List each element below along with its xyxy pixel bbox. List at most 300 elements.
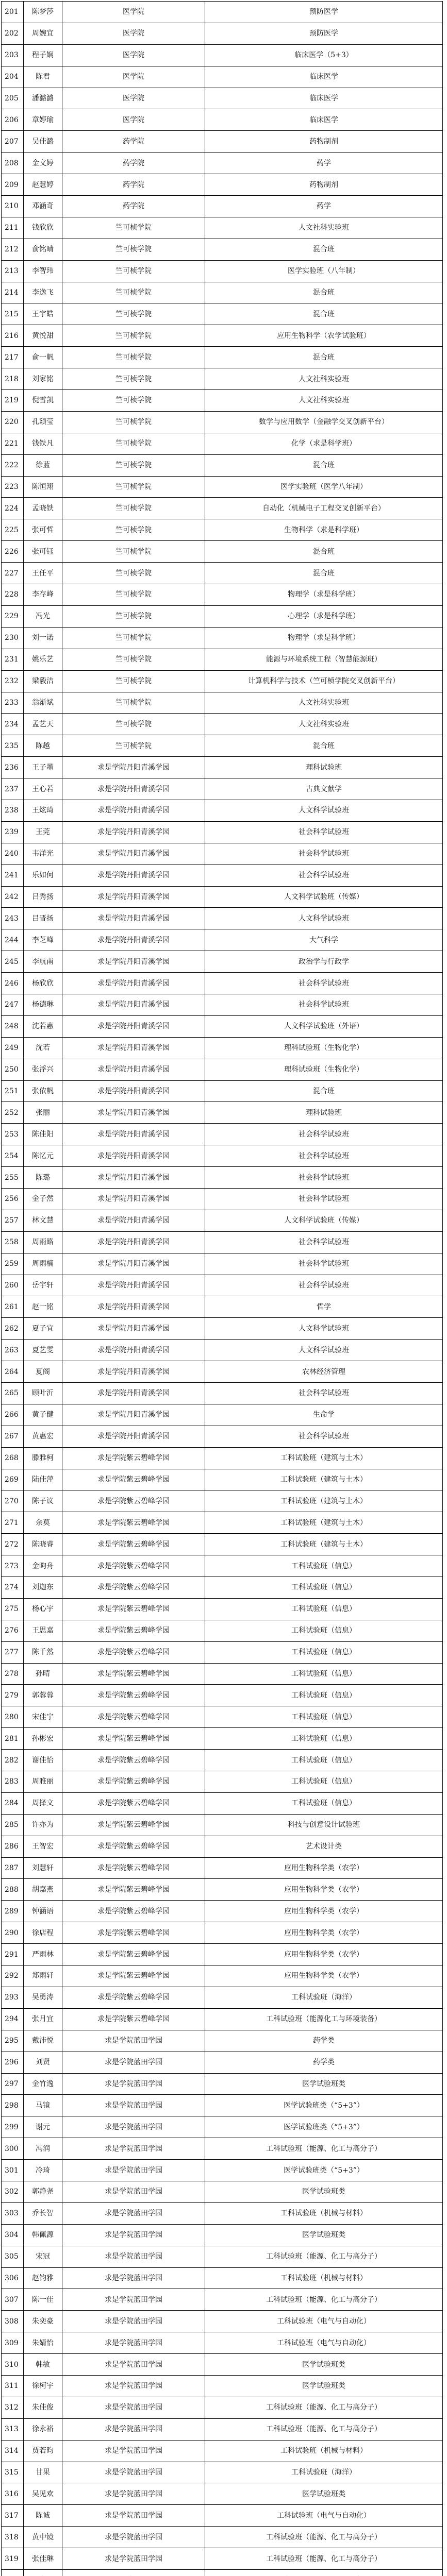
college-name: 求是学院紫云碧峰学园 xyxy=(62,1836,205,1857)
college-name: 求是学院丹阳青溪学园 xyxy=(62,1231,205,1253)
college-name: 求是学院蓝田学园 xyxy=(62,2052,205,2073)
table-row xyxy=(2,519,443,541)
row-number: 209 xyxy=(2,174,24,196)
college-name: 竺可桢学院 xyxy=(62,476,205,498)
table-row xyxy=(2,1512,443,1534)
student-name: 张依帆 xyxy=(24,1080,62,1102)
table-row xyxy=(2,1210,443,1231)
college-name: 竺可桢学院 xyxy=(62,239,205,260)
college-name: 求是学院丹阳青溪学园 xyxy=(62,929,205,951)
table-row xyxy=(2,2548,443,2570)
table-row xyxy=(2,821,443,843)
major-name: 社会科学试验班 xyxy=(205,1188,443,1210)
table-row xyxy=(2,778,443,800)
student-name: 冯光 xyxy=(24,605,62,627)
major-name: 社会科学试验班 xyxy=(205,1231,443,1253)
college-name: 求是学院蓝田学园 xyxy=(62,2332,205,2354)
table-row xyxy=(2,390,443,412)
student-name: 夏阁 xyxy=(24,1361,62,1383)
table-row xyxy=(2,239,443,260)
student-name: 黄悦甜 xyxy=(24,325,62,347)
table-row xyxy=(2,174,443,196)
major-name: 临床医学（5+3） xyxy=(205,44,443,66)
college-name: 求是学院丹阳青溪学园 xyxy=(62,1167,205,1189)
table-row xyxy=(2,1253,443,1275)
row-number: 271 xyxy=(2,1512,24,1534)
major-name: 社会科学试验班 xyxy=(205,1167,443,1189)
row-number: 264 xyxy=(2,1361,24,1383)
college-name: 竺可桢学院 xyxy=(62,347,205,368)
college-name: 求是学院蓝田学园 xyxy=(62,2397,205,2418)
row-number: 273 xyxy=(2,1555,24,1577)
row-number: 210 xyxy=(2,196,24,217)
college-name: 竺可桢学院 xyxy=(62,584,205,606)
table-row xyxy=(2,1771,443,1793)
college-name: 求是学院紫云碧峰学园 xyxy=(62,1447,205,1469)
college-name: 求是学院蓝田学园 xyxy=(62,2181,205,2202)
major-name: 医学试验班类 xyxy=(205,2181,443,2202)
student-name: 徐柯宇 xyxy=(24,2375,62,2397)
major-name: 工科试验班（能源、化工与高分子） xyxy=(205,2138,443,2160)
college-name: 求是学院丹阳青溪学园 xyxy=(62,1383,205,1404)
student-name: 张可钰 xyxy=(24,541,62,563)
major-name: 医学试验班类 xyxy=(205,2224,443,2246)
table-row xyxy=(2,411,443,433)
college-name: 求是学院丹阳青溪学园 xyxy=(62,951,205,973)
college-name: 求是学院丹阳青溪学园 xyxy=(62,908,205,929)
college-name: 求是学院丹阳青溪学园 xyxy=(62,778,205,800)
row-number: 246 xyxy=(2,973,24,994)
major-name: 工科试验班（建筑与土木） xyxy=(205,1534,443,1555)
student-name: 吕晋扬 xyxy=(24,908,62,929)
student-name: 王心若 xyxy=(24,778,62,800)
row-number: 248 xyxy=(2,1015,24,1037)
college-name: 求是学院蓝田学园 xyxy=(62,2030,205,2052)
college-name: 竺可桢学院 xyxy=(62,735,205,757)
table-row xyxy=(2,2202,443,2224)
major-name: 人文科学试验班 xyxy=(205,1340,443,1361)
college-name: 竺可桢学院 xyxy=(62,605,205,627)
major-name: 工科试验班（机械与材料） xyxy=(205,2440,443,2462)
table-row xyxy=(2,1922,443,1944)
table-row xyxy=(2,2375,443,2397)
table-row xyxy=(2,23,443,44)
major-name: 药物制剂 xyxy=(205,174,443,196)
college-name: 求是学院紫云碧峰学园 xyxy=(62,1922,205,1944)
college-name: 求是学院丹阳青溪学园 xyxy=(62,1037,205,1059)
table-row xyxy=(2,2052,443,2073)
table-row xyxy=(2,1318,443,1340)
major-name: 医学试验班类 xyxy=(205,2483,443,2505)
major-name: 社会科学试验班 xyxy=(205,973,443,994)
major-name: 药学 xyxy=(205,152,443,174)
major-name: 理科试验班 xyxy=(205,757,443,778)
major-name: 工科试验班（能源、化工与高分子） xyxy=(205,2548,443,2570)
row-number: 314 xyxy=(2,2440,24,2462)
row-number: 287 xyxy=(2,1857,24,1879)
major-name: 混合班 xyxy=(205,541,443,563)
student-name: 顾叶沂 xyxy=(24,1383,62,1404)
row-number: 224 xyxy=(2,498,24,519)
table-row xyxy=(2,88,443,109)
major-name: 工科试验班（海洋） xyxy=(205,2462,443,2483)
student-name: 孔颖莹 xyxy=(24,411,62,433)
row-number: 293 xyxy=(2,1987,24,2008)
major-name: 社会科学试验班 xyxy=(205,1145,443,1167)
row-number: 318 xyxy=(2,2527,24,2548)
student-name: 钟涵语 xyxy=(24,1901,62,1922)
college-name: 医学院 xyxy=(62,109,205,131)
table-row xyxy=(2,1361,443,1383)
major-name: 社会科学试验班 xyxy=(205,865,443,886)
row-number: 267 xyxy=(2,1426,24,1447)
college-name: 求是学院紫云碧峰学园 xyxy=(62,1512,205,1534)
college-name: 医学院 xyxy=(62,44,205,66)
table-row xyxy=(2,843,443,865)
student-name: 王宇皓 xyxy=(24,303,62,325)
college-name: 求是学院丹阳青溪学园 xyxy=(62,994,205,1015)
student-name: 乐如何 xyxy=(24,865,62,886)
row-number: 274 xyxy=(2,1577,24,1599)
college-name: 竺可桢学院 xyxy=(62,260,205,282)
row-number: 315 xyxy=(2,2462,24,2483)
row-number: 232 xyxy=(2,670,24,692)
college-name: 求是学院紫云碧峰学园 xyxy=(62,1469,205,1490)
major-name: 人文社科实验班 xyxy=(205,368,443,390)
table-row xyxy=(2,1555,443,1577)
student-name: 章婷瑜 xyxy=(24,109,62,131)
major-name: 混合班 xyxy=(205,282,443,303)
college-name: 求是学院蓝田学园 xyxy=(62,2073,205,2095)
student-name: 俞铭晴 xyxy=(24,239,62,260)
row-number: 218 xyxy=(2,368,24,390)
college-name: 求是学院丹阳青溪学园 xyxy=(62,843,205,865)
row-number: 294 xyxy=(2,2008,24,2030)
major-name: 人文科学试验班 xyxy=(205,800,443,821)
row-number: 206 xyxy=(2,109,24,131)
table-row xyxy=(2,1080,443,1102)
student-name: 周择文 xyxy=(24,1792,62,1814)
student-name: 陈诚 xyxy=(24,2505,62,2527)
row-number: 295 xyxy=(2,2030,24,2052)
row-number: 299 xyxy=(2,2116,24,2138)
major-name: 应用生物科学类（农学） xyxy=(205,1922,443,1944)
college-name: 竺可桢学院 xyxy=(62,411,205,433)
major-name: 物理学（求是科学班） xyxy=(205,584,443,606)
college-name: 求是学院丹阳青溪学园 xyxy=(62,800,205,821)
student-name: 胡嘉燕 xyxy=(24,1879,62,1901)
table-row xyxy=(2,2569,443,2576)
student-name: 沈若惠 xyxy=(24,1015,62,1037)
student-name: 宋冠 xyxy=(24,2246,62,2267)
row-number: 256 xyxy=(2,1188,24,1210)
table-row xyxy=(2,1685,443,1706)
student-name: 余莫 xyxy=(24,1512,62,1534)
row-number: 313 xyxy=(2,2418,24,2440)
student-name: 孟艺天 xyxy=(24,714,62,735)
table-row xyxy=(2,2181,443,2202)
college-name: 药学院 xyxy=(62,174,205,196)
row-number: 215 xyxy=(2,303,24,325)
student-name: 宋佳宁 xyxy=(24,1706,62,1728)
college-name: 求是学院丹阳青溪学园 xyxy=(62,1015,205,1037)
table-row xyxy=(2,1469,443,1490)
student-name: 陈璐 xyxy=(24,1167,62,1189)
row-number: 272 xyxy=(2,1534,24,1555)
student-name: 张月宜 xyxy=(24,2008,62,2030)
student-name: 张佳琳 xyxy=(24,2548,62,2570)
table-row xyxy=(2,66,443,88)
major-name: 理科试验班（生物化学） xyxy=(205,1037,443,1059)
row-number: 312 xyxy=(2,2397,24,2418)
row-number: 238 xyxy=(2,800,24,821)
college-name: 求是学院紫云碧峰学园 xyxy=(62,1490,205,1512)
college-name: 求是学院紫云碧峰学园 xyxy=(62,1857,205,1879)
row-number: 208 xyxy=(2,152,24,174)
table-row xyxy=(2,1857,443,1879)
table-row xyxy=(2,476,443,498)
table-row xyxy=(2,1728,443,1750)
table-row xyxy=(2,1426,443,1447)
student-name: 陈忆元 xyxy=(24,1145,62,1167)
major-name: 理科试验班（生物化学） xyxy=(205,1059,443,1080)
student-name: 朱奕豪 xyxy=(24,2311,62,2332)
row-number: 236 xyxy=(2,757,24,778)
student-name: 周婉宜 xyxy=(24,23,62,44)
row-number: 251 xyxy=(2,1080,24,1102)
college-name: 求是学院蓝田学园 xyxy=(62,2289,205,2311)
student-name: 岳宇轩 xyxy=(24,1275,62,1296)
college-name: 求是学院丹阳青溪学园 xyxy=(62,1253,205,1275)
college-name: 求是学院丹阳青溪学园 xyxy=(62,1210,205,1231)
major-name: 生物科学（求是科学班） xyxy=(205,519,443,541)
major-name: 工科试验班（信息） xyxy=(205,1750,443,1771)
table-row xyxy=(2,929,443,951)
major-name: 理科试验班 xyxy=(205,1102,443,1124)
college-name: 药学院 xyxy=(62,196,205,217)
college-name: 求是学院紫云碧峰学园 xyxy=(62,1685,205,1706)
table-row xyxy=(2,1145,443,1167)
major-name: 工科试验班（海洋） xyxy=(205,1987,443,2008)
college-name: 竺可桢学院 xyxy=(62,519,205,541)
student-name: 李存峰 xyxy=(24,584,62,606)
table-row xyxy=(2,886,443,908)
table-row xyxy=(2,1231,443,1253)
major-name: 人文科学试验班 xyxy=(205,908,443,929)
student-name: 吴见欢 xyxy=(24,2483,62,2505)
table-row xyxy=(2,1167,443,1189)
major-name: 工科试验班（建筑与土木） xyxy=(205,1447,443,1469)
row-number: 317 xyxy=(2,2505,24,2527)
row-number: 310 xyxy=(2,2354,24,2376)
table-row xyxy=(2,2483,443,2505)
table-row xyxy=(2,131,443,152)
student-name: 俞一帆 xyxy=(24,347,62,368)
college-name: 求是学院紫云碧峰学园 xyxy=(62,1620,205,1641)
table-row xyxy=(2,2246,443,2267)
college-name xyxy=(62,2569,205,2576)
major-name: 工科试验班（能源、化工与高分子） xyxy=(205,2397,443,2418)
student-name: 张丽 xyxy=(24,1102,62,1124)
college-name: 求是学院蓝田学园 xyxy=(62,2527,205,2548)
student-name: 吴勇涛 xyxy=(24,1987,62,2008)
table-row xyxy=(2,1124,443,1145)
major-name: 工科试验班（建筑与土木） xyxy=(205,1469,443,1490)
major-name: 化学（求是科学班） xyxy=(205,433,443,454)
college-name: 竺可桢学院 xyxy=(62,649,205,670)
row-number: 300 xyxy=(2,2138,24,2160)
student-name: 徐蓝 xyxy=(24,454,62,476)
table-row xyxy=(2,217,443,239)
table-row xyxy=(2,584,443,606)
table-row xyxy=(2,282,443,303)
major-name: 工科试验班（电气与自动化） xyxy=(205,2332,443,2354)
row-number: 268 xyxy=(2,1447,24,1469)
student-name: 贾若昀 xyxy=(24,2440,62,2462)
student-name: 乔长智 xyxy=(24,2202,62,2224)
student-name: 黄惠宏 xyxy=(24,1426,62,1447)
student-name: 赵钧雅 xyxy=(24,2267,62,2289)
student-name: 冷琦 xyxy=(24,2160,62,2181)
table-row xyxy=(2,563,443,584)
student-name: 张浮兴 xyxy=(24,1059,62,1080)
table-row xyxy=(2,1814,443,1836)
row-number: 263 xyxy=(2,1340,24,1361)
row-number: 281 xyxy=(2,1728,24,1750)
college-name: 求是学院丹阳青溪学园 xyxy=(62,1340,205,1361)
college-name: 竺可桢学院 xyxy=(62,563,205,584)
table-row xyxy=(2,541,443,563)
row-number: 302 xyxy=(2,2181,24,2202)
row-number: 250 xyxy=(2,1059,24,1080)
row-number: 221 xyxy=(2,433,24,454)
row-number: 261 xyxy=(2,1296,24,1318)
table-row xyxy=(2,368,443,390)
row-number: 303 xyxy=(2,2202,24,2224)
college-name: 药学院 xyxy=(62,152,205,174)
student-name: 周雨楠 xyxy=(24,1253,62,1275)
table-row xyxy=(2,2440,443,2462)
student-name: 夏艺雯 xyxy=(24,1340,62,1361)
student-name: 邓涵奇 xyxy=(24,196,62,217)
row-number: 240 xyxy=(2,843,24,865)
student-name: 王任平 xyxy=(24,563,62,584)
table-row xyxy=(2,1188,443,1210)
row-number: 203 xyxy=(2,44,24,66)
college-name: 求是学院丹阳青溪学园 xyxy=(62,1426,205,1447)
college-name: 求是学院紫云碧峰学园 xyxy=(62,1750,205,1771)
table-row xyxy=(2,2354,443,2376)
student-name: 李智玮 xyxy=(24,260,62,282)
major-name: 医学实验班（医学八年制） xyxy=(205,476,443,498)
table-row xyxy=(2,865,443,886)
college-name: 药学院 xyxy=(62,131,205,152)
major-name: 混合班 xyxy=(205,347,443,368)
student-name: 陈佳阳 xyxy=(24,1124,62,1145)
table-row xyxy=(2,1534,443,1555)
college-name: 求是学院丹阳青溪学园 xyxy=(62,886,205,908)
row-number: 297 xyxy=(2,2073,24,2095)
major-name: 混合班 xyxy=(205,563,443,584)
table-row xyxy=(2,692,443,714)
row-number: 228 xyxy=(2,584,24,606)
student-name: 甘果 xyxy=(24,2462,62,2483)
college-name: 求是学院蓝田学园 xyxy=(62,2160,205,2181)
table-row xyxy=(2,2224,443,2246)
row-number: 305 xyxy=(2,2246,24,2267)
major-name: 生命学 xyxy=(205,1404,443,1426)
table-row xyxy=(2,2505,443,2527)
row-number: 258 xyxy=(2,1231,24,1253)
row-number: 245 xyxy=(2,951,24,973)
row-number: 239 xyxy=(2,821,24,843)
major-name: 人文社科实验班 xyxy=(205,390,443,412)
table-row xyxy=(2,2095,443,2116)
row-number: 204 xyxy=(2,66,24,88)
major-name: 人文科学试验班 xyxy=(205,1318,443,1340)
row-number: 227 xyxy=(2,563,24,584)
major-name: 政治学与行政学 xyxy=(205,951,443,973)
major-name: 工科试验班（信息） xyxy=(205,1641,443,1663)
row-number: 319 xyxy=(2,2548,24,2570)
student-name: 吴佳潞 xyxy=(24,131,62,152)
college-name: 医学院 xyxy=(62,66,205,88)
student-name: 韩敏 xyxy=(24,2354,62,2376)
college-name: 求是学院蓝田学园 xyxy=(62,2202,205,2224)
student-name: 刘贤 xyxy=(24,2052,62,2073)
table-row xyxy=(2,152,443,174)
student-name: 周雅丽 xyxy=(24,1771,62,1793)
student-name: 林文慧 xyxy=(24,1210,62,1231)
row-number: 306 xyxy=(2,2267,24,2289)
college-name: 求是学院紫云碧峰学园 xyxy=(62,1534,205,1555)
table-row xyxy=(2,1879,443,1901)
table-row xyxy=(2,2397,443,2418)
table-row xyxy=(2,2073,443,2095)
major-name: 科技与创意设计试验班 xyxy=(205,1814,443,1836)
table-row xyxy=(2,973,443,994)
table-row xyxy=(2,2160,443,2181)
college-name: 求是学院蓝田学园 xyxy=(62,2375,205,2397)
college-name: 求是学院丹阳青溪学园 xyxy=(62,973,205,994)
row-number: 286 xyxy=(2,1836,24,1857)
row-number: 257 xyxy=(2,1210,24,1231)
row-number: 283 xyxy=(2,1771,24,1793)
major-name: 自动化（机械电子工程交叉创新平台） xyxy=(205,498,443,519)
major-name: 工科试验班（电气与自动化） xyxy=(205,2311,443,2332)
college-name: 求是学院丹阳青溪学园 xyxy=(62,1145,205,1167)
college-name: 求是学院紫云碧峰学园 xyxy=(62,1706,205,1728)
college-name: 求是学院紫云碧峰学园 xyxy=(62,1965,205,1987)
row-number: 212 xyxy=(2,239,24,260)
student-name: 刘慧轩 xyxy=(24,1857,62,1879)
row-number: 254 xyxy=(2,1145,24,1167)
student-name: 郭蓉蓉 xyxy=(24,1685,62,1706)
row-number: 230 xyxy=(2,627,24,649)
major-name: 应用生物科学类（农学） xyxy=(205,1879,443,1901)
student-name: 姚乐艺 xyxy=(24,649,62,670)
student-name: 陈梦莎 xyxy=(24,2,62,23)
table-row xyxy=(2,1598,443,1620)
student-name: 马镜 xyxy=(24,2095,62,2116)
row-number: 252 xyxy=(2,1102,24,1124)
student-name: 孙晴 xyxy=(24,1663,62,1685)
major-name: 工科试验班（信息） xyxy=(205,1771,443,1793)
table-row xyxy=(2,433,443,454)
student-name: 谢元 xyxy=(24,2116,62,2138)
table-row xyxy=(2,1792,443,1814)
row-number: 214 xyxy=(2,282,24,303)
